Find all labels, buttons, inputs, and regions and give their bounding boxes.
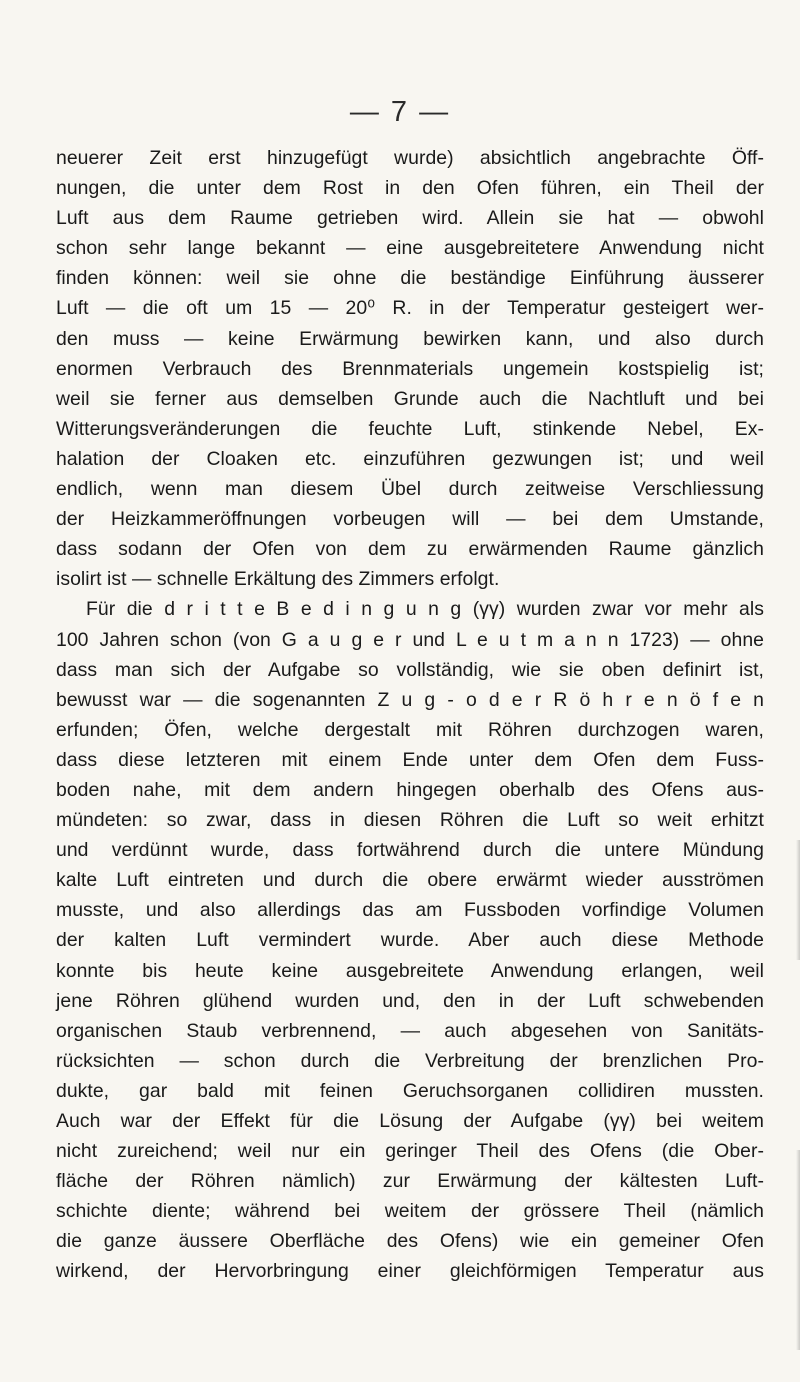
text-line: dass sodann der Ofen von dem zu erwärmenden Raume gänzlich — [56, 538, 764, 561]
text-line: nicht zureichend; weil nur ein geringer Theil des Ofens (die Ober- — [56, 1140, 764, 1163]
text-line: schichte diente; während bei weitem der grössere Theil (nämlich — [56, 1200, 764, 1223]
text-line: rücksichten — schon durch die Verbreitung der brenzlichen Pro- — [56, 1049, 764, 1072]
text-line: bewusst war — die sogenannten Z u g - o d e r R ö h r e n ö f e n — [56, 688, 764, 711]
text-line: erfunden; Öfen, welche dergestalt mit Röhren durchzogen waren, — [56, 718, 764, 741]
text-line: Witterungsveränderungen die feuchte Luft, stinkende Nebel, Ex- — [56, 417, 764, 440]
text-line: Luft — die oft um 15 — 20⁰ R. in der Temperatur gesteigert wer- — [56, 297, 764, 320]
page-edge-shadow — [796, 1150, 800, 1350]
paragraph-start-line: Für die d r i t t e B e d i n g u n g (γγ) wurden zwar vor mehr als — [86, 598, 764, 621]
text-line: endlich, wenn man diesem Übel durch zeitweise Verschliessung — [56, 478, 764, 501]
text-line: musste, und also allerdings das am Fussboden vorfindige Volumen — [56, 899, 764, 922]
text-line: die ganze äussere Oberfläche des Ofens) wie ein gemeiner Ofen — [56, 1230, 764, 1253]
text-line: der Heizkammeröffnungen vorbeugen will — bei dem Umstande, — [56, 508, 764, 531]
text-line: halation der Cloaken etc. einzuführen gezwungen ist; und weil — [56, 447, 764, 470]
text-line: Auch war der Effekt für die Lösung der Aufgabe (γγ) bei weitem — [56, 1110, 764, 1132]
text-line: fläche der Röhren nämlich) zur Erwärmung der kältesten Luft- — [56, 1170, 764, 1193]
page-edge-shadow — [796, 840, 800, 960]
text-line: 100 Jahren schon (von G a u g e r und L e u t m a n n 1723) — ohne — [56, 628, 764, 651]
text-line: und verdünnt wurde, dass fortwährend durch die untere Mündung — [56, 839, 764, 862]
text-line: jene Röhren glühend wurden und, den in der Luft schwebenden — [56, 989, 764, 1012]
text-line: kalte Luft eintreten und durch die obere erwärmt wieder ausströmen — [56, 869, 764, 892]
text-line: neuerer Zeit erst hinzugefügt wurde) absichtlich angebrachte Öff- — [56, 147, 764, 169]
text-line: wirkend, der Hervorbringung einer gleichförmigen Temperatur aus — [56, 1260, 764, 1283]
text-line: enormen Verbrauch des Brennmaterials ungemein kostspielig ist; — [56, 357, 764, 380]
body-text — [56, 143, 764, 1287]
text-line: dukte, gar bald mit feinen Geruchsorganen collidiren mussten. — [56, 1079, 764, 1102]
text-line: boden nahe, mit dem andern hingegen oberhalb des Ofens aus- — [56, 778, 764, 801]
text-line: der kalten Luft vermindert wurde. Aber auch diese Methode — [56, 929, 764, 952]
page-number: — 7 — — [349, 96, 451, 128]
text-line: dass man sich der Aufgabe so vollständig, wie sie oben definirt ist, — [56, 658, 764, 681]
text-line: organischen Staub verbrennend, — auch abgesehen von Sanitäts- — [56, 1019, 764, 1042]
text-line: den muss — keine Erwärmung bewirken kann, und also durch — [56, 327, 764, 350]
text-line: mündeten: so zwar, dass in diesen Röhren die Luft so weit erhitzt — [56, 809, 764, 832]
text-line: nungen, die unter dem Rost in den Ofen führen, ein Theil der — [56, 177, 764, 200]
text-line: isolirt ist — schnelle Erkältung des Zimmers erfolgt. — [56, 568, 500, 591]
text-line: konnte bis heute keine ausgebreitete Anwendung erlangen, weil — [56, 959, 764, 982]
text-line: schon sehr lange bekannt — eine ausgebreitetere Anwendung nicht — [56, 237, 764, 260]
text-line: finden können: weil sie ohne die beständige Einführung äusserer — [56, 267, 764, 290]
text-line: weil sie ferner aus demselben Grunde auch die Nachtluft und bei — [56, 387, 764, 410]
text-line: Luft aus dem Raume getrieben wird. Allein sie hat — obwohl — [56, 207, 764, 230]
text-line: dass diese letzteren mit einem Ende unter dem Ofen dem Fuss- — [56, 748, 764, 771]
